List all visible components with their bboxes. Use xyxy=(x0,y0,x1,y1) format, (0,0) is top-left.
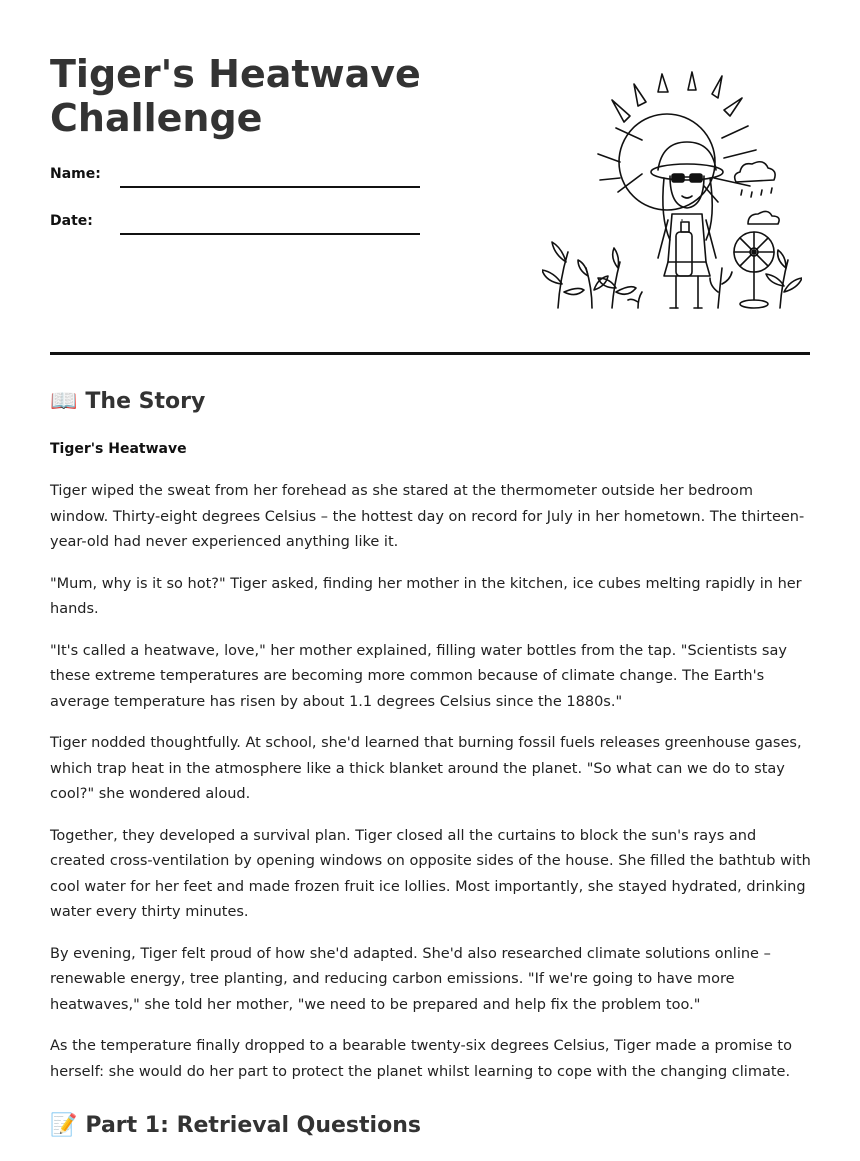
worksheet-page xyxy=(50,0,811,1138)
part1-section-heading xyxy=(50,1113,421,1138)
sun-icon xyxy=(598,72,756,210)
part1-heading-text: Part 1: Retrieval Questions xyxy=(85,1113,421,1138)
worksheet-title: Tiger's Heatwave Challenge xyxy=(50,52,421,140)
story-paragraph: By evening, Tiger felt proud of how she'd adapted. She'd also researched climate solutions online – renewable energy, tree planting, and reducing carbon emissions. "If we're going to have more heatwaves," she told her mother, "we need to be prepared and help fix the problem too." xyxy=(50,945,771,1013)
story-paragraph: Tiger nodded thoughtfully. At school, she'd learned that burning fossil fuels releases greenhouse gases, which trap heat in the atmosphere like a thick blanket around the planet. "So what can we do to stay cool?" she wondered aloud. xyxy=(50,735,802,802)
story-paragraph: Tiger wiped the sweat from her forehead as she stared at the thermometer outside her bedroom window. Thirty-eight degrees Celsius – the hottest day on record for July in her hometown. The thirteen-year-old had never experienced anything like it. xyxy=(50,483,805,550)
story-body xyxy=(50,479,815,1101)
date-field[interactable] xyxy=(50,213,420,243)
name-label: Name: xyxy=(50,166,101,182)
story-heading-text: The Story xyxy=(85,389,206,414)
memo-pencil-icon: 📝 xyxy=(50,1112,78,1138)
story-paragraph: As the temperature finally dropped to a bearable twenty-six degrees Celsius, Tiger made a promise to herself: she would do her part to protect the planet whilst learning to cope with the changing climate. xyxy=(50,1038,792,1080)
name-input-line[interactable] xyxy=(120,186,420,188)
worksheet-header xyxy=(50,0,810,355)
story-paragraph: Together, they developed a survival plan. Tiger closed all the curtains to block the sun's rays and created cross-ventilation by opening windows on opposite sides of the house. She filled the bathtub with cool water for her feet and made frozen fruit ice lollies. Most importantly, she stayed hydrated, drinking water every thirty minutes. xyxy=(50,827,811,920)
date-label: Date: xyxy=(50,213,93,229)
story-section-heading xyxy=(50,389,205,414)
fan-icon xyxy=(734,232,774,308)
date-input-line[interactable] xyxy=(120,233,420,235)
small-cloud-icon xyxy=(748,211,779,224)
water-bottle-icon xyxy=(676,220,692,276)
story-paragraph: "Mum, why is it so hot?" Tiger asked, finding her mother in the kitchen, ice cubes melting rapidly in her hands. xyxy=(50,575,802,617)
story-subtitle: Tiger's Heatwave xyxy=(50,441,187,457)
heatwave-illustration xyxy=(542,62,802,318)
open-book-icon: 📖 xyxy=(50,388,78,414)
name-field[interactable] xyxy=(50,166,420,196)
girl-icon xyxy=(651,142,723,308)
rain-cloud-icon xyxy=(735,162,775,197)
story-paragraph: "It's called a heatwave, love," her mother explained, filling water bottles from the tap. "Scientists say these extreme temperatures are becoming more common because of climate change. The Earth's average temperature has risen by about 1.1 degrees Celsius since the 1880s." xyxy=(50,642,787,710)
